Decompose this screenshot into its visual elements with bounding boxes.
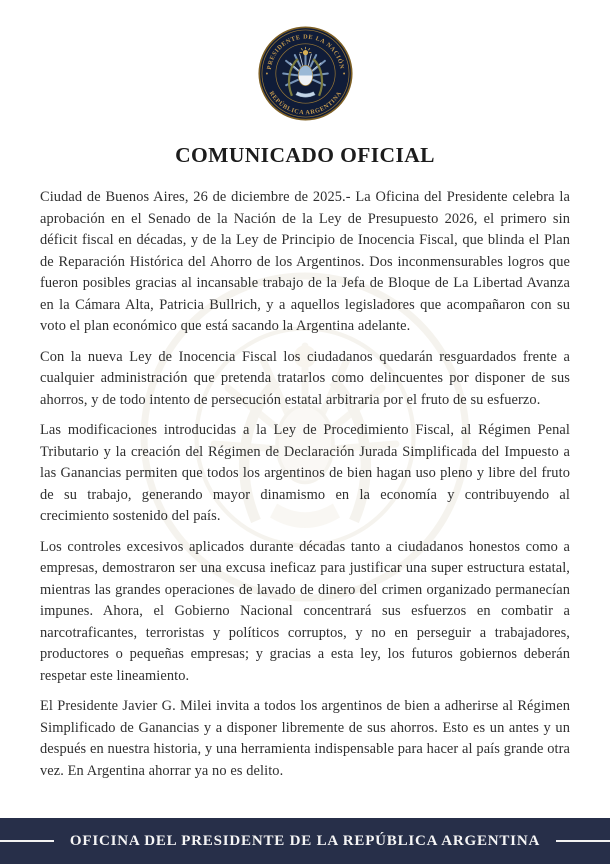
communique-body (40, 187, 570, 782)
paragraph-5: El Presidente Javier G. Milei invita a todos los argentinos de bien a adherirse al Régimen Simplificado de Ganancias y a disponer libremente de sus ahorros. Esto es un antes y un después en nuestra historia, y una herramienta indispensable para hacer al país grande otra vez. En Argentina ahorrar ya no es delito. (40, 698, 570, 779)
presidential-seal (257, 25, 354, 122)
seal-star-right-icon (343, 73, 345, 75)
presidential-seal-icon (257, 25, 354, 122)
paragraph-3: Las modificaciones introducidas a la Ley de Procedimiento Fiscal, al Régimen Penal Tributario y la creación del Régimen de Declaración Jurada Simplificada del Impuesto a las Ganancias permiten que todos los argentinos de bien hagan uso pleno y libre del fruto de su trabajo, generando mayor dinamismo en la economía y contribuyendo al crecimiento sostenido del país. (40, 422, 570, 524)
paragraph-2: Con la nueva Ley de Inocencia Fiscal los ciudadanos quedarán resguardados frente a cualquier administración que pretenda tratarlos como delincuentes por disponer de sus ahorros, y de todo intento de persecución estatal arbitraria por el fruto de su esfuerzo. (40, 348, 570, 408)
footer-text: OFICINA DEL PRESIDENTE DE LA REPÚBLICA ARGENTINA (69, 832, 541, 849)
footer-rule-right (556, 840, 610, 842)
seal-star-left-icon (265, 73, 267, 75)
seal-bottom-text: REPÚBLICA ARGENTINA (267, 89, 343, 117)
paragraph-1: Ciudad de Buenos Aires, 26 de diciembre de 2025.- La Oficina del Presidente celebra la aprobación en el Senado de la Nación de la Ley de Presupuesto 2026, el primero sin déficit fiscal en décadas, y de la Ley de Principio de Inocencia Fiscal, que blinda el Plan de Reparación Histórica del Ahorro de los Argentinos. Dos inconmensurables logros que fueron posibles gracias al incansable trabajo de la Jefa de Bloque de La Libertad Avanza en la Cámara Alta, Patricia Bullrich, y a aquellos legisladores que acompañaron con su voto el plan económico que está sacando la Argentina adelante. (40, 189, 570, 334)
footer-bar (0, 818, 610, 864)
page-title: COMUNICADO OFICIAL (175, 143, 435, 167)
seal-top-text: PRESIDENTE DE LA NACIÓN (265, 33, 345, 71)
paragraph-4: Los controles excesivos aplicados durante décadas tanto a ciudadanos honestos como a empresas, demostraron ser una excusa ineficaz para justificar una super estructura estatal, mientras las grandes operaciones de lavado de dinero del crimen organizado permanecían impunes. Ahora, el Gobierno Nacional concentrará sus esfuerzos en combatir a narcotraficantes, terroristas y políticos corruptos, y no en perseguir a trabajadores, productores o pequeñas empresas; y gracias a esta ley, los futuros gobiernos deberán respetar este lineamiento. (40, 538, 570, 684)
footer-rule-left (0, 840, 54, 842)
